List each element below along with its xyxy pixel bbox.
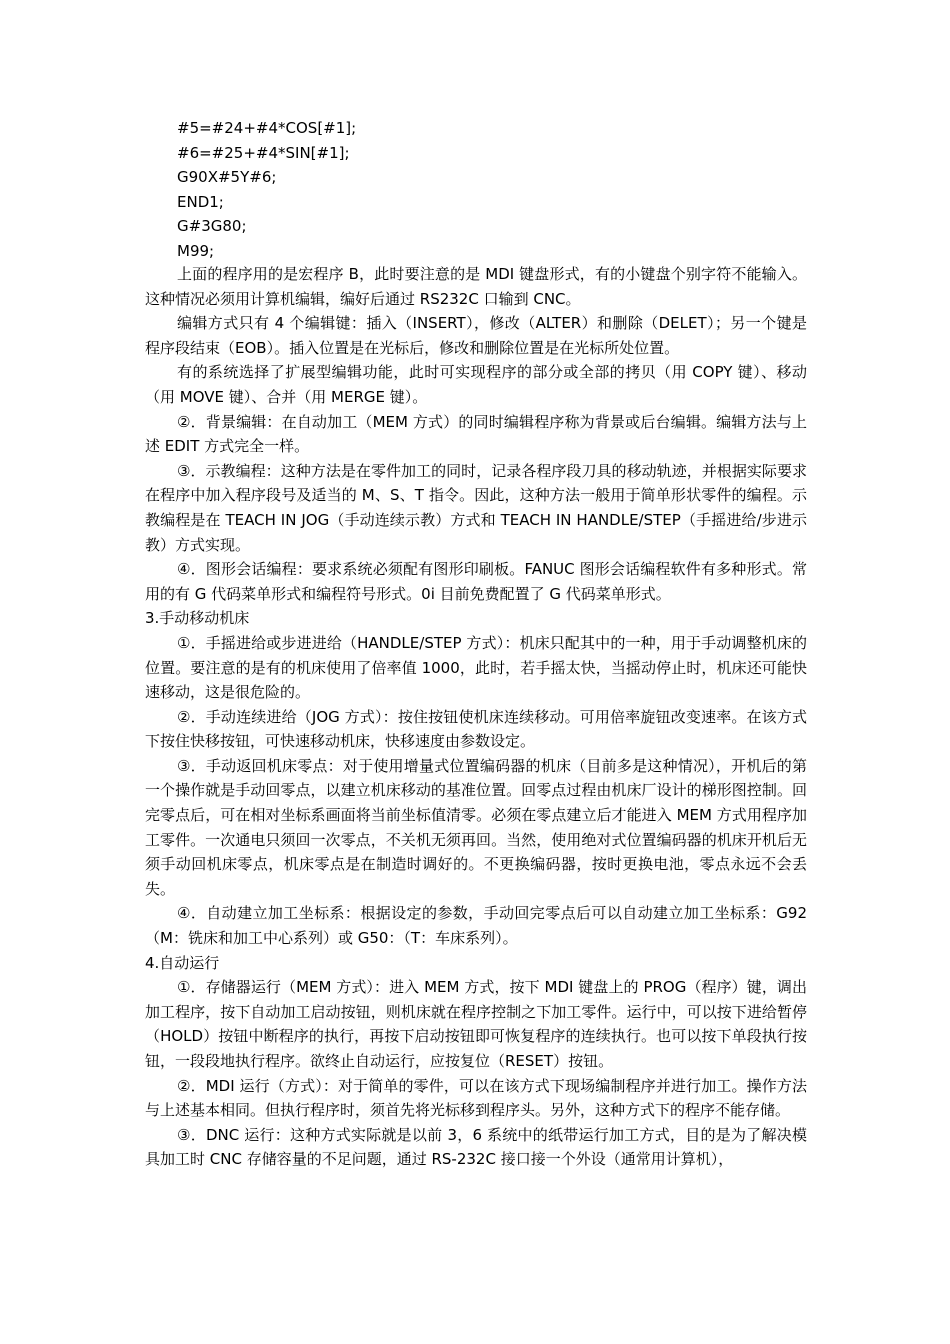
macro-code-block xyxy=(177,116,356,263)
paragraph: ②．MDI 运行（方式）：对于简单的零件，可以在该方式下现场编制程序并进行加工。操作方法与上述基本相同。但执行程序时，须首先将光标移到程序头。另外，这种方式下的程序不能存储。 xyxy=(145,1076,807,1120)
paragraph: 有的系统选择了扩展型编辑功能，此时可实现程序的部分或全部的拷贝（用 COPY 键）、移动（用 MOVE 键）、合并（用 MERGE 键）。 xyxy=(145,363,807,406)
paragraph: ④．图形会话编程：要求系统必须配有图形印刷板。FANUC 图形会话编程软件有多种形式。常用的有 G 代码菜单形式和编程符号形式。0i 目前免费配置了 G 代码菜单形式。 xyxy=(145,560,807,603)
code-line: END1; xyxy=(177,192,224,211)
code-line: #5=#24+#4*COS[#1]; xyxy=(177,119,357,137)
paragraph: ①．存储器运行（MEM 方式）：进入 MEM 方式，按下 MDI 键盘上的 PROG（程序）键，调出加工程序，按下自动加工启动按钮，则机床就在程序控制之下加工零件。运行中，可以按下进给暂停（HOLD）按钮中断程序的执行，再按下启动按钮即可恢复程序的连续执行。也可以按下单段执行按钮，一段段地执行程序。欲终止自动运行，应按复位（RESET）按钮。 xyxy=(145,978,807,1070)
code-line: #6=#25+#4*SIN[#1]; xyxy=(177,143,350,162)
paragraph: ②．手动连续进给（JOG 方式）：按住按钮使机床连续移动。可用倍率旋钮改变速率。在该方式下按住快移按钮，可快速移动机床，快移速度由参数设定。 xyxy=(145,707,807,751)
paragraph: 编辑方式只有 4 个编辑键：插入（INSERT），修改（ALTER）和删除（DELET）；另一个键是程序段结束（EOB）。插入位置是在光标后，修改和删除位置是在光标所处位置。 xyxy=(145,314,807,357)
code-line: G#3G80; xyxy=(177,217,247,235)
paragraph: 上面的程序用的是宏程序 B，此时要注意的是 MDI 键盘形式，有的小键盘个别字符不能输入。这种情况必须用计算机编辑，编好后通过 RS232C 口输到 CNC。 xyxy=(145,265,807,308)
paragraph: ③．示教编程：这种方法是在零件加工的同时，记录各程序段刀具的移动轨迹，并根据实际要求在程序中加入程序段号及适当的 M、S、T 指令。因此，这种方法一般用于简单形状零件的编程。示教编程是在 TEACH IN JOG（手动连续示教）方式和 TEACH IN HANDLE/STEP（手摇进给/步进示教）方式实现。 xyxy=(145,461,807,554)
paragraph: ②．背景编辑：在自动加工（MEM 方式）的同时编辑程序称为背景或后台编辑。编辑方法与上述 EDIT 方式完全一样。 xyxy=(145,412,807,456)
code-line: G90X#5Y#6; xyxy=(177,168,277,186)
paragraph: ③．DNC 运行：这种方式实际就是以前 3，6 系统中的纸带运行加工方式，目的是为了解决模具加工时 CNC 存储容量的不足问题，通过 RS-232C 接口接一个外设（通常用计算机）， xyxy=(145,1125,807,1169)
body-text xyxy=(145,262,807,1172)
section-heading: 3.手动移动机床 xyxy=(145,609,250,628)
code-line: M99; xyxy=(177,241,215,260)
section-heading: 4.自动运行 xyxy=(145,953,220,972)
paragraph: ③．手动返回机床零点：对于使用增量式位置编码器的机床（目前多是这种情况），开机后的第一个操作就是手动回零点，以建立机床移动的基准位置。回零点过程由机床厂设计的梯形图控制。回完零点后，可在相对坐标系画面将当前坐标值清零。必须在零点建立后才能进入 MEM 方式用程序加工零件。一次通电只须回一次零点，不关机无须再回。当然，使用绝对式位置编码器的机床开机后无须手动回机床零点，机床零点是在制造时调好的。不更换编码器，按时更换电池，零点永远不会丢失。 xyxy=(145,756,807,898)
paragraph: ①．手摇进给或步进进给（HANDLE/STEP 方式）：机床只配其中的一种，用于手动调整机床的位置。要注意的是有的机床使用了倍率值 1000，此时，若手摇太快，当摇动停止时，机床还可能快速移动，这是很危险的。 xyxy=(145,633,807,702)
paragraph: ④．自动建立加工坐标系：根据设定的参数，手动回完零点后可以自动建立加工坐标系：G92（M：铣床和加工中心系列）或 G50：（T：车床系列）。 xyxy=(145,904,807,948)
